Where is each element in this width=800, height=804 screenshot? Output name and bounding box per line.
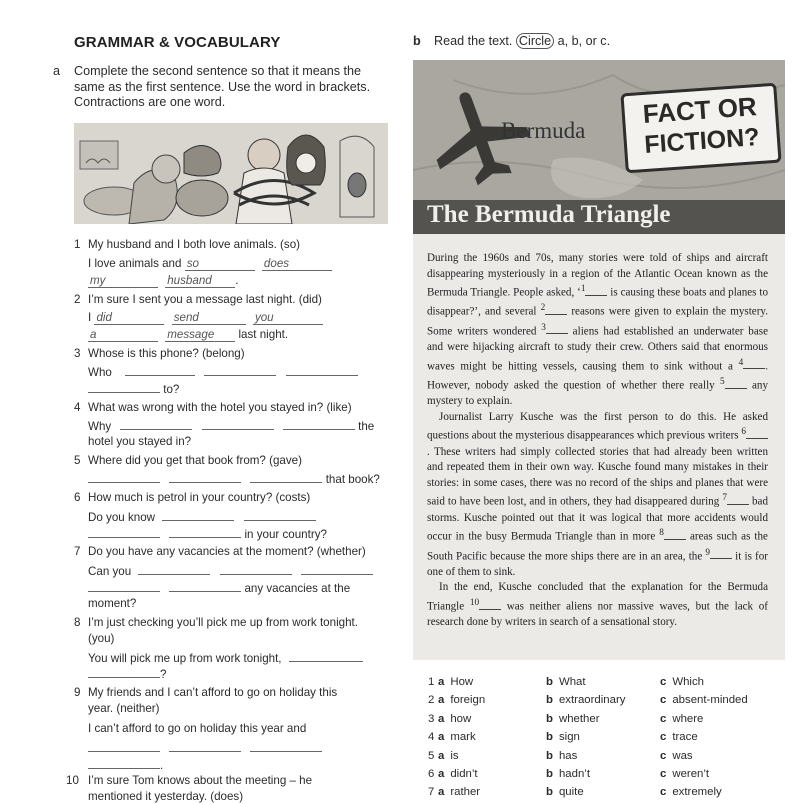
gap-1-number: 1 bbox=[580, 284, 586, 295]
item-4-blank-1[interactable] bbox=[120, 418, 192, 430]
option-number: 4 bbox=[428, 731, 435, 744]
item-2-number: 2 bbox=[74, 293, 81, 306]
option-text: trace bbox=[672, 731, 698, 744]
option-letter: b bbox=[546, 767, 553, 780]
item-10-number: 10 bbox=[66, 774, 79, 787]
item-4-line3: hotel you stayed in? bbox=[88, 435, 192, 448]
item-9-blank-1[interactable] bbox=[88, 740, 160, 752]
option-c[interactable] bbox=[660, 691, 748, 709]
item-4-line2-start: Why bbox=[88, 420, 112, 433]
item-7-blank-1[interactable] bbox=[138, 563, 210, 575]
p2-seg1: Journalist Larry Kusche was the first person to do this. He asked questions about the mysterious disappearances which previous writers bbox=[427, 410, 768, 443]
gap-5[interactable] bbox=[725, 379, 747, 389]
option-number: 3 bbox=[428, 712, 435, 725]
item-4-line2 bbox=[88, 418, 374, 434]
item-3-line2 bbox=[88, 364, 358, 380]
p3-seg1: In the end, Kusche concluded that the explanation for the Bermuda Triangle bbox=[427, 581, 768, 613]
item-9-line4 bbox=[88, 757, 163, 773]
option-text: mark bbox=[450, 731, 476, 744]
item-8-prompt: I’m just checking you’ll pick me up from work tonight. bbox=[88, 616, 358, 629]
item-7-number: 7 bbox=[74, 545, 81, 558]
option-text: foreign bbox=[450, 694, 486, 707]
exercise-b-instruction bbox=[434, 34, 610, 48]
article-banner bbox=[413, 60, 785, 234]
gap-6-number: 6 bbox=[741, 427, 746, 438]
reading-text bbox=[427, 251, 768, 631]
item-7-line2-start: Can you bbox=[88, 565, 132, 578]
gap-10-number: 10 bbox=[469, 598, 480, 609]
item-4-number: 4 bbox=[74, 401, 81, 414]
item-2-answer-5[interactable]: message bbox=[165, 329, 235, 342]
item-5-number: 5 bbox=[74, 454, 81, 467]
p2-seg5: it is for one of them to sink. bbox=[427, 550, 768, 578]
item-8-line2 bbox=[88, 650, 363, 666]
item-6-blank-1[interactable] bbox=[162, 509, 234, 521]
item-6-blank-4[interactable] bbox=[169, 526, 241, 538]
option-b[interactable] bbox=[546, 747, 577, 765]
item-8-prompt-line2: (you) bbox=[88, 632, 115, 645]
item-4-blank-2[interactable] bbox=[202, 418, 274, 430]
option-letter: c bbox=[660, 749, 667, 762]
option-a[interactable] bbox=[438, 691, 485, 709]
item-2-answer-2[interactable]: send bbox=[172, 312, 246, 325]
option-text: How bbox=[450, 676, 474, 688]
p1-seg4: aliens had established an underwater base and were hijacking aircraft to study their crew. Others said that enormous waves might be hitting vessels, causing them to sink without a bbox=[427, 325, 768, 373]
item-1-line2-start: I love animals and bbox=[88, 257, 182, 270]
gap-9-number: 9 bbox=[705, 547, 711, 558]
gap-7-number: 7 bbox=[722, 493, 727, 504]
option-b[interactable] bbox=[546, 691, 625, 709]
item-9-blank-2[interactable] bbox=[169, 740, 241, 752]
gap-6[interactable] bbox=[746, 429, 768, 439]
option-text: quite bbox=[558, 786, 584, 799]
item-3-blank-3[interactable] bbox=[286, 364, 358, 376]
option-c[interactable] bbox=[660, 728, 698, 746]
item-8-number: 8 bbox=[74, 616, 81, 629]
item-5-blank-1[interactable] bbox=[88, 471, 160, 483]
item-6-blank-3[interactable] bbox=[88, 526, 160, 538]
option-text: Which bbox=[672, 676, 704, 688]
item-3-number: 3 bbox=[74, 347, 81, 360]
gap-4-number: 4 bbox=[738, 357, 744, 368]
option-letter: c bbox=[660, 676, 667, 688]
option-c[interactable] bbox=[660, 765, 709, 783]
section-heading: GRAMMAR & VOCABULARY bbox=[74, 34, 281, 51]
item-8-blank-1[interactable] bbox=[289, 650, 363, 662]
option-c[interactable] bbox=[660, 710, 703, 728]
item-10-prompt-line2: mentioned it yesterday. (does) bbox=[88, 790, 244, 803]
item-9-blank-4[interactable] bbox=[88, 757, 160, 769]
item-4-blank-3[interactable] bbox=[283, 418, 355, 430]
item-7-line3-end: any vacancies at the bbox=[244, 582, 351, 595]
item-2-line2-start: I bbox=[88, 311, 92, 324]
p2-seg3: bad storms. Kusche pointed out that it was logical that more accidents would occur in the busy Bermuda Triangle than in more bbox=[427, 496, 768, 543]
gap-3[interactable] bbox=[546, 324, 568, 334]
option-letter: a bbox=[438, 731, 445, 744]
stamp-line-2: FICTION? bbox=[643, 122, 761, 159]
option-text: was bbox=[672, 749, 693, 762]
item-5-blank-2[interactable] bbox=[169, 471, 241, 483]
option-letter: a bbox=[438, 694, 445, 707]
exercise-letter-b: b bbox=[413, 34, 421, 48]
p2-seg4: areas such as the South Pacific because the more ships there are in an area, the bbox=[427, 531, 768, 563]
option-text: whether bbox=[558, 712, 600, 725]
item-7-blank-5[interactable] bbox=[169, 580, 241, 592]
option-letter: a bbox=[438, 786, 445, 799]
illustration-drawing bbox=[74, 123, 388, 224]
option-text: has bbox=[558, 749, 578, 762]
option-number: 2 bbox=[428, 694, 435, 707]
instruction-post: a, b, or c. bbox=[557, 34, 611, 48]
option-text: sign bbox=[558, 731, 580, 744]
option-letter: a bbox=[438, 676, 445, 688]
paragraph-3 bbox=[427, 580, 768, 630]
option-row bbox=[428, 691, 768, 709]
option-row bbox=[428, 710, 768, 728]
item-9-prompt-line2: year. (neither) bbox=[88, 702, 160, 715]
p1-seg2: is causing these boats and planes to disappear?’, and several bbox=[427, 286, 768, 319]
item-3-blank-1[interactable] bbox=[125, 364, 195, 376]
option-text: didn’t bbox=[450, 767, 478, 780]
option-letter: a bbox=[438, 767, 445, 780]
gap-5-number: 5 bbox=[720, 376, 725, 387]
item-1-answer-3[interactable]: my bbox=[88, 275, 158, 288]
item-10-prompt: I’m sure Tom knows about the meeting – he bbox=[88, 774, 313, 787]
item-8-line2-start: You will pick me up from work tonight, bbox=[88, 652, 282, 665]
option-number: 6 bbox=[428, 767, 435, 780]
option-c[interactable] bbox=[660, 673, 704, 691]
item-5-prompt: Where did you get that book from? (gave) bbox=[88, 454, 302, 467]
option-letter: c bbox=[660, 694, 667, 707]
option-letter: c bbox=[660, 767, 667, 780]
option-text: extremely bbox=[672, 786, 722, 799]
gap-1[interactable] bbox=[585, 286, 607, 296]
item-7-line4: moment? bbox=[88, 597, 137, 610]
item-2-line3 bbox=[88, 327, 288, 342]
item-1-prompt: My husband and I both love animals. (so) bbox=[88, 238, 301, 251]
article-title: The Bermuda Triangle bbox=[427, 201, 671, 228]
pets-illustration bbox=[74, 123, 388, 224]
option-text: where bbox=[672, 712, 704, 725]
gap-3-number: 3 bbox=[541, 322, 546, 333]
option-c[interactable] bbox=[660, 747, 693, 765]
option-c[interactable] bbox=[660, 783, 722, 801]
instruction-circle-word: Circle bbox=[516, 33, 554, 49]
item-9-line2: I can’t afford to go on holiday this year and bbox=[88, 722, 307, 735]
item-2-end: last night. bbox=[238, 328, 289, 341]
p1-seg5: . However, nobody asked the question of whether there really bbox=[427, 360, 768, 392]
option-row bbox=[428, 747, 768, 765]
gap-8[interactable] bbox=[664, 530, 686, 540]
option-b[interactable] bbox=[546, 728, 580, 746]
item-5-end: that book? bbox=[325, 473, 380, 486]
option-text: hadn’t bbox=[558, 767, 591, 780]
item-1-answer-2[interactable]: does bbox=[262, 258, 332, 271]
option-letter: b bbox=[546, 712, 553, 725]
gap-2-number: 2 bbox=[540, 303, 546, 314]
item-3-blank-2[interactable] bbox=[204, 364, 276, 376]
option-a[interactable] bbox=[438, 747, 459, 765]
option-number: 5 bbox=[428, 749, 435, 762]
item-8-end: ? bbox=[160, 668, 167, 681]
option-text: weren’t bbox=[672, 767, 710, 780]
option-b[interactable] bbox=[546, 783, 584, 801]
item-2-answer-4[interactable]: a bbox=[88, 329, 158, 342]
option-text: absent-minded bbox=[672, 694, 748, 707]
option-b[interactable] bbox=[546, 765, 590, 783]
item-7-blank-2[interactable] bbox=[220, 563, 292, 575]
gap-8-number: 8 bbox=[659, 528, 664, 539]
paragraph-1 bbox=[427, 251, 768, 410]
item-4-prompt: What was wrong with the hotel you stayed in? (like) bbox=[88, 401, 352, 414]
item-7-line2 bbox=[88, 563, 373, 579]
item-1-end: . bbox=[235, 274, 239, 287]
item-6-blank-2[interactable] bbox=[244, 509, 316, 521]
option-letter: b bbox=[546, 731, 553, 744]
paragraph-2 bbox=[427, 410, 768, 581]
option-row bbox=[428, 728, 768, 746]
item-1-answer-1[interactable]: so bbox=[185, 258, 255, 271]
gap-9[interactable] bbox=[710, 549, 732, 559]
option-a[interactable] bbox=[438, 673, 473, 691]
item-9-end: . bbox=[160, 759, 164, 772]
item-6-line2-start: Do you know bbox=[88, 511, 156, 524]
item-4-line2-end: the bbox=[358, 420, 375, 433]
option-row bbox=[428, 765, 768, 783]
option-a[interactable] bbox=[438, 728, 476, 746]
item-9-line3 bbox=[88, 740, 322, 756]
item-8-blank-2[interactable] bbox=[88, 666, 160, 678]
gap-4[interactable] bbox=[743, 359, 765, 369]
p1-seg1: During the 1960s and 70s, many stories were told of ships and aircraft disappearing mysteriously in a region of the Atlantic Ocean known as the Bermuda Triangle. People asked, ‘ bbox=[427, 252, 768, 299]
item-1-line3 bbox=[88, 273, 238, 288]
p2-seg2: . These writers had simply collected stories that had already been written and repeated them in their own way. Kusche found many mistakes in their stories: in some cases, there was no record of the ships and planes that were said to have been lost, and in others, they had disappeared during bbox=[427, 445, 768, 509]
item-6-number: 6 bbox=[74, 491, 81, 504]
option-text: What bbox=[558, 676, 586, 688]
item-5-blank-3[interactable] bbox=[250, 471, 322, 483]
item-7-blank-3[interactable] bbox=[301, 563, 373, 575]
option-b[interactable] bbox=[546, 673, 586, 691]
item-3-prompt: Whose is this phone? (belong) bbox=[88, 347, 245, 360]
option-letter: b bbox=[546, 749, 553, 762]
item-2-answer-1[interactable]: did bbox=[94, 312, 164, 325]
option-letter: a bbox=[438, 712, 445, 725]
item-8-line3 bbox=[88, 666, 166, 682]
option-a[interactable] bbox=[438, 765, 478, 783]
fact-or-fiction-stamp bbox=[620, 83, 781, 174]
item-3-blank-4[interactable] bbox=[88, 381, 160, 393]
option-letter: c bbox=[660, 731, 667, 744]
option-letter: b bbox=[546, 786, 553, 799]
item-3-line3 bbox=[88, 381, 179, 397]
option-letter: c bbox=[660, 712, 667, 725]
option-b[interactable] bbox=[546, 710, 600, 728]
option-row bbox=[428, 673, 768, 691]
option-letter: b bbox=[546, 676, 553, 688]
item-6-line3 bbox=[88, 526, 327, 542]
gap-2[interactable] bbox=[545, 305, 567, 315]
answer-options bbox=[428, 673, 768, 802]
option-text: how bbox=[450, 712, 472, 725]
exercise-letter-a: a bbox=[53, 64, 61, 78]
item-2-prompt: I’m sure I sent you a message last night. (did) bbox=[88, 293, 322, 306]
map-label-bermuda: Bermuda bbox=[501, 118, 586, 143]
gap-10[interactable] bbox=[479, 600, 501, 610]
item-9-blank-3[interactable] bbox=[250, 740, 322, 752]
item-6-line2 bbox=[88, 509, 316, 525]
item-3-line2-start: Who bbox=[88, 366, 112, 379]
item-6-end: in your country? bbox=[244, 528, 327, 541]
gap-7[interactable] bbox=[727, 495, 749, 505]
option-letter: b bbox=[546, 694, 553, 707]
item-3-end: to? bbox=[163, 383, 180, 396]
item-1-answer-4[interactable]: husband bbox=[165, 275, 235, 288]
item-2-line2 bbox=[88, 310, 323, 325]
item-2-answer-3[interactable]: you bbox=[253, 312, 323, 325]
option-a[interactable] bbox=[438, 710, 471, 728]
item-1-line2 bbox=[88, 256, 332, 271]
item-5-line2 bbox=[88, 471, 380, 487]
item-1-number: 1 bbox=[74, 238, 81, 251]
option-text: is bbox=[450, 749, 459, 762]
option-number: 1 bbox=[428, 676, 435, 688]
item-7-line3 bbox=[88, 580, 350, 596]
option-letter: c bbox=[660, 786, 667, 799]
item-9-number: 9 bbox=[74, 686, 81, 699]
item-6-prompt: How much is petrol in your country? (costs) bbox=[88, 491, 311, 504]
instruction-pre: Read the text. bbox=[434, 34, 513, 48]
option-letter: a bbox=[438, 749, 445, 762]
item-9-prompt: My friends and I can’t afford to go on holiday this bbox=[88, 686, 338, 699]
p1-seg6: any mystery to explain. bbox=[427, 379, 769, 408]
exercise-instruction: Complete the second sentence so that it means the same as the first sentence. Use the word in brackets. Contractions are one word. bbox=[74, 64, 371, 110]
option-row bbox=[428, 783, 768, 801]
stamp-line-1: FACT OR bbox=[641, 91, 758, 129]
option-text: extraordinary bbox=[558, 694, 626, 707]
option-number: 7 bbox=[428, 786, 435, 799]
p3-seg2: was neither aliens nor massive waves, but the lack of research done by writers in search of a sensational story. bbox=[427, 600, 768, 629]
option-text: rather bbox=[450, 786, 481, 799]
option-a[interactable] bbox=[438, 783, 480, 801]
item-7-blank-4[interactable] bbox=[88, 580, 160, 592]
p1-seg3: reasons were given to explain the mystery. Some writers wondered bbox=[427, 306, 768, 338]
item-7-prompt: Do you have any vacancies at the moment? (whether) bbox=[88, 545, 366, 558]
